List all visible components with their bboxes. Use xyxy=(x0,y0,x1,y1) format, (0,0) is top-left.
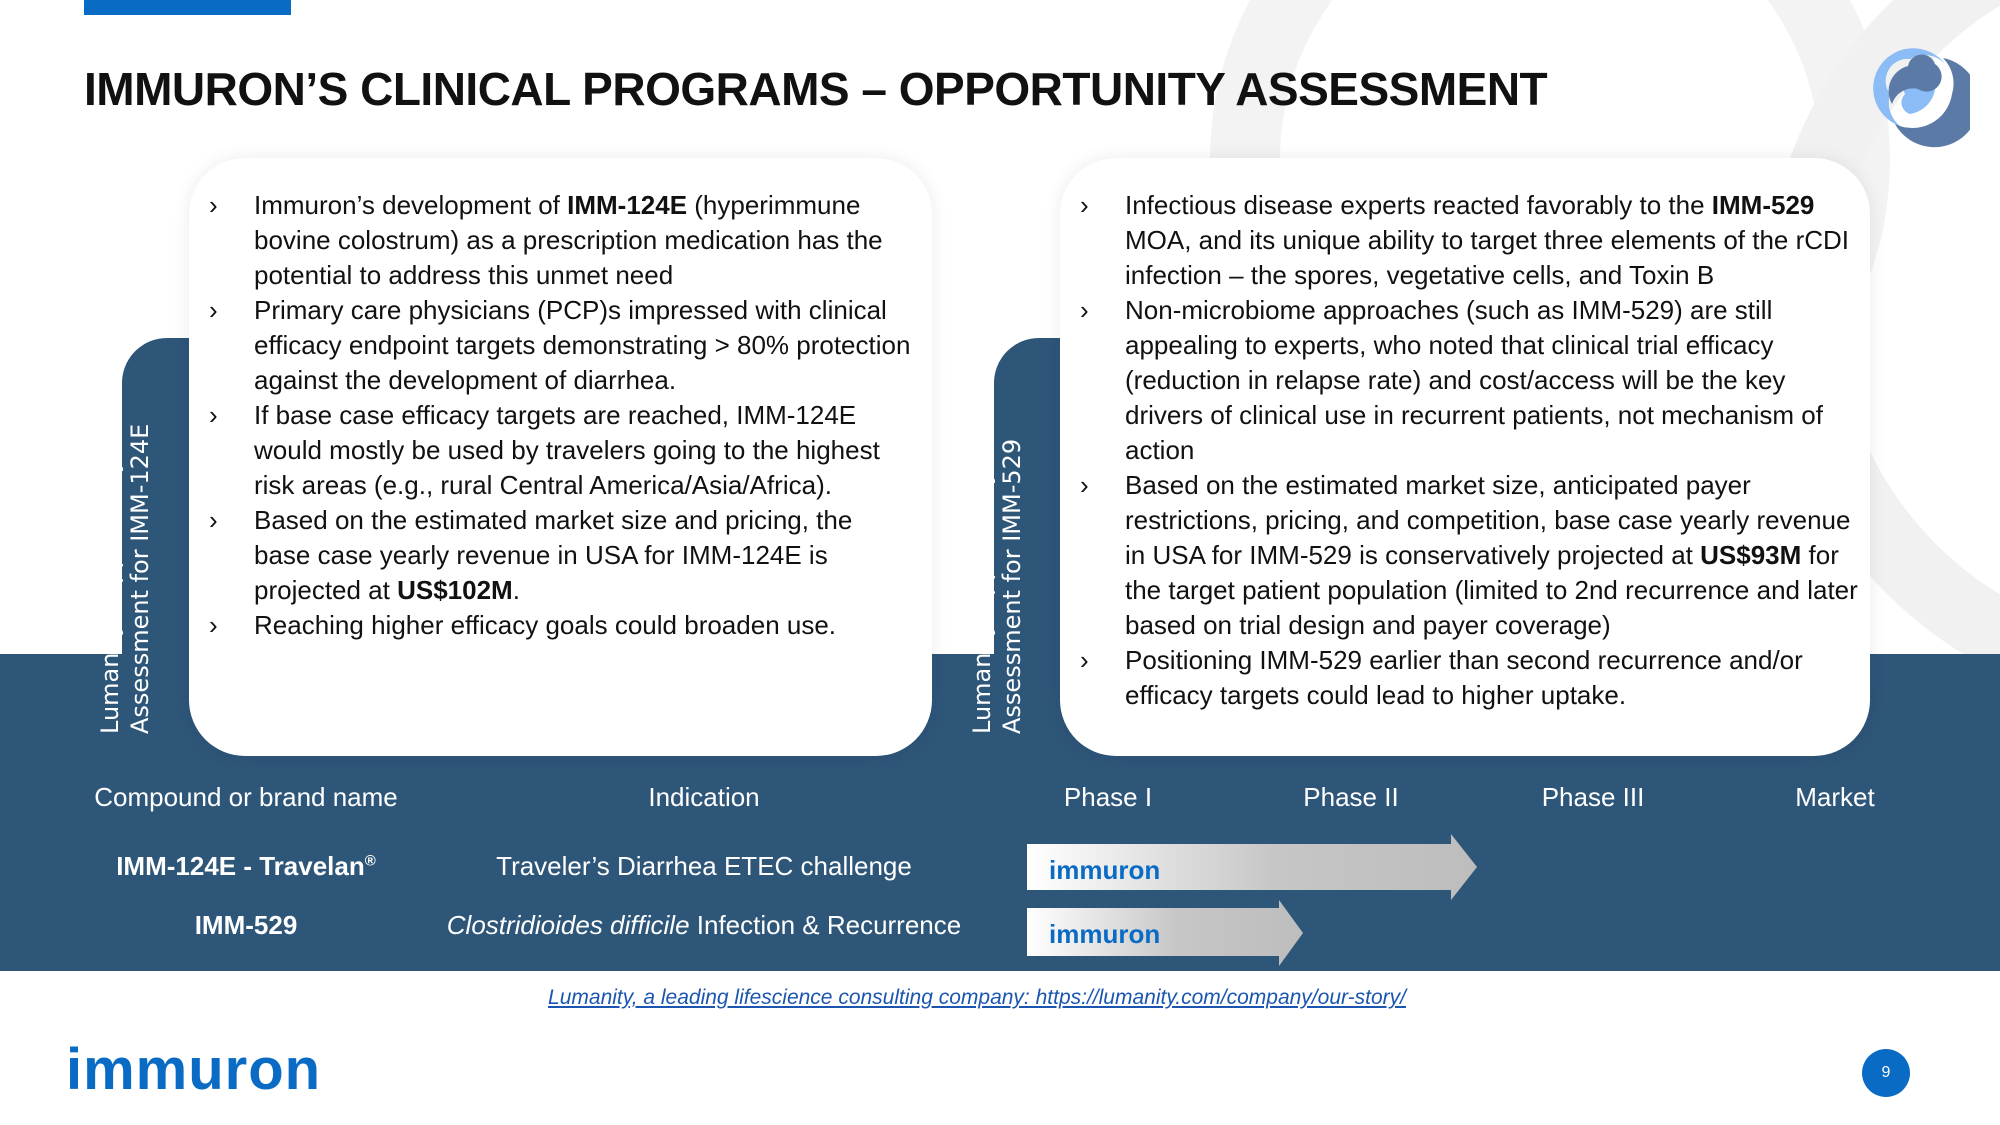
bullet-item xyxy=(1060,188,1860,293)
header-phase-3: Phase III xyxy=(1541,782,1645,812)
header-market: Market xyxy=(1795,782,1875,812)
right-tab-line1: Lumanity Opportunity xyxy=(968,470,996,734)
bullet-text: . xyxy=(512,575,520,605)
row1-indication-text: Traveler’s Diarrhea ETEC challenge xyxy=(496,851,912,881)
row2-progress-arrow xyxy=(1027,900,1307,968)
row1-progress-arrow xyxy=(1027,834,1479,902)
bullet-item xyxy=(1060,468,1860,643)
bullet-chevron-icon: › xyxy=(1080,190,1089,220)
right-tab-label xyxy=(967,439,1027,734)
bullet-item xyxy=(189,293,912,398)
bullet-text: Based on the estimated market size and pricing, the base case yearly revenue in USA for IMM-124E is projected at xyxy=(254,505,853,605)
bullet-chevron-icon: › xyxy=(209,610,218,640)
immuron-swirl-logo xyxy=(1850,34,1970,149)
bullet-text: MOA, and its unique ability to target three elements of the rCDI infection – the spores, vegetative cells, and Toxin B xyxy=(1125,225,1850,290)
page-number xyxy=(1862,1049,1910,1097)
row2-indication xyxy=(447,910,961,941)
bullet-text: Immuron’s development of xyxy=(254,190,568,220)
bullet-chevron-icon: › xyxy=(209,190,218,220)
lumanity-link[interactable]: Lumanity, a leading lifescience consulting company: https://lumanity.com/company/our-story/ xyxy=(548,986,1406,1009)
bullet-item xyxy=(189,188,912,293)
left-bullet-list xyxy=(189,188,912,643)
right-tab-line2: Assessment for IMM-529 xyxy=(998,438,1026,734)
bullet-chevron-icon: › xyxy=(1080,470,1089,500)
page-number-text: 9 xyxy=(1881,1064,1891,1081)
arrow-logo-text: immuron xyxy=(1049,855,1161,885)
immuron-footer-logo: immuron xyxy=(66,1037,322,1102)
bullet-text: Non-microbiome approaches (such as IMM-529) are still appealing to experts, who noted that clinical trial efficacy (reduction in relapse rate) and cost/access will be the key drivers of clinical use in recurrent patients, not mechanism of action xyxy=(1125,295,1823,465)
right-assessment-card xyxy=(1060,158,1870,756)
row1-compound-name: IMM-124E - Travelan xyxy=(116,851,365,881)
bullet-text: Positioning IMM-529 earlier than second recurrence and/or efficacy targets could lead to higher uptake. xyxy=(1125,645,1803,710)
bullet-item xyxy=(1060,293,1860,468)
row2-indication-text: Infection & Recurrence xyxy=(689,910,962,940)
header-compound: Compound or brand name xyxy=(94,782,398,812)
header-indication: Indication xyxy=(648,782,760,812)
header-phase-1: Phase I xyxy=(1063,782,1153,812)
header-phase-2: Phase II xyxy=(1303,782,1399,812)
bullet-text: Based on the estimated market size, anticipated payer restrictions, pricing, and competition, base case yearly revenue in USA for IMM-529 is conservatively projected at xyxy=(1125,470,1851,570)
bullet-chevron-icon: › xyxy=(209,295,218,325)
bullet-text: Primary care physicians (PCP)s impressed with clinical efficacy endpoint targets demonstrating > 80% protection against the development of diarrhea. xyxy=(254,295,911,395)
left-tab-line2: Assessment for IMM-124E xyxy=(126,423,154,734)
left-assessment-card xyxy=(189,158,932,756)
bullet-text: Infectious disease experts reacted favorably to the xyxy=(1125,190,1712,220)
bullet-bold-text: IMM-529 xyxy=(1711,190,1815,220)
bullet-bold-text: IMM-124E xyxy=(567,190,688,220)
bullet-text: If base case efficacy targets are reached, IMM-124E would mostly be used by travelers going to the highest risk areas (e.g., rural Central America/Asia/Africa). xyxy=(254,400,880,500)
bullet-bold-text: US$93M xyxy=(1700,540,1802,570)
arrow-logo-text: immuron xyxy=(1049,919,1161,949)
row2-compound-name: IMM-529 xyxy=(194,910,298,940)
bullet-chevron-icon: › xyxy=(209,400,218,430)
right-bullet-list xyxy=(1060,188,1860,713)
row1-indication xyxy=(496,851,912,882)
row2-compound xyxy=(195,910,298,941)
bullet-item xyxy=(189,608,912,643)
bullet-text: Reaching higher efficacy goals could broaden use. xyxy=(254,610,837,640)
page-title: IMMURON’S CLINICAL PROGRAMS – OPPORTUNITY ASSESSMENT xyxy=(84,63,1548,115)
bullet-text: for the target patient population (limited to 2nd recurrence and later based on trial design and payer coverage) xyxy=(1125,540,1858,640)
row1-compound xyxy=(116,851,376,882)
registered-mark: ® xyxy=(364,852,376,870)
bullet-chevron-icon: › xyxy=(1080,645,1089,675)
row2-indication-italic: Clostridioides difficile xyxy=(446,910,690,940)
bullet-text: (hyperimmune bovine colostrum) as a prescription medication has the potential to address this unmet need xyxy=(254,190,883,290)
bullet-item xyxy=(189,503,912,608)
left-tab-label xyxy=(95,424,155,734)
bullet-item xyxy=(1060,643,1860,713)
bullet-chevron-icon: › xyxy=(209,505,218,535)
left-tab-line1: Lumanity* Opportunity xyxy=(96,458,124,734)
bullet-bold-text: US$102M xyxy=(397,575,513,605)
bullet-item xyxy=(189,398,912,503)
top-accent-bar xyxy=(84,0,291,15)
bullet-chevron-icon: › xyxy=(1080,295,1089,325)
